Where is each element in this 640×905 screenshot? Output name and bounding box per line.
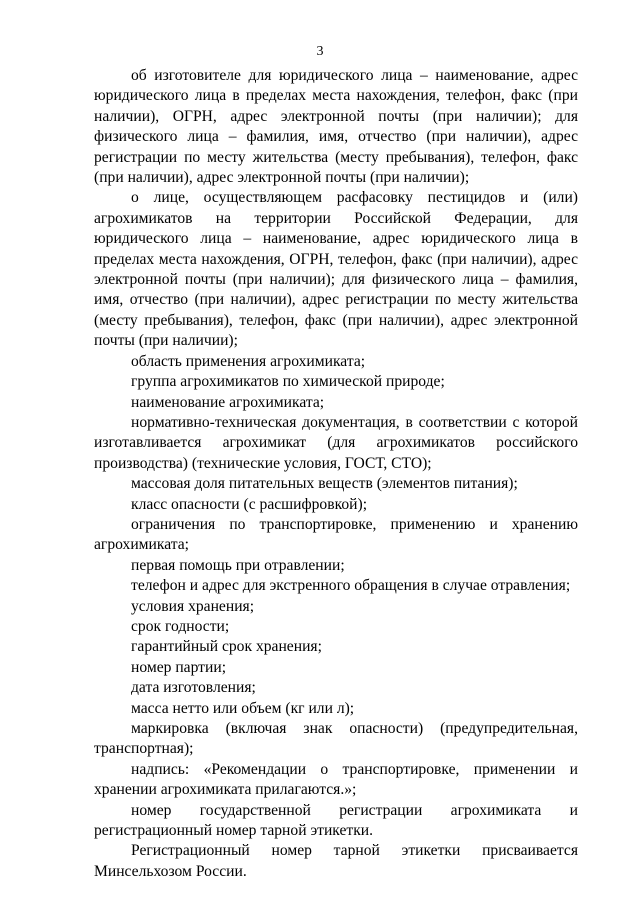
page-number: 3 <box>316 44 324 59</box>
list-item: ограничения по транспортировке, применению и хранению агрохимиката; <box>94 515 578 554</box>
list-item: гарантийный срок хранения; <box>131 638 322 656</box>
list-item: телефон и адрес для экстренного обращения в случае отравления; <box>131 577 571 595</box>
list-item: дата изготовления; <box>131 679 256 697</box>
list-item: срок годности; <box>131 617 230 635</box>
paragraph-packager-info: о лице, осуществляющем расфасовку пестицидов и (или) агрохимикатов на территории Российской Федерации, для юридического лица – наименование, адрес юридического лица в пределах места нахождения, ОГРН, телефон, факс (при наличии), адрес электронной почты (при наличии); для физического лица – фамилия, имя, отчество (при наличии), адрес регистрации по месту жительства (месту пребывания), телефон, факс (при наличии), адрес электронной почты (при наличии); <box>94 189 578 350</box>
list-item: маркировка (включая знак опасности) (предупредительная, транспортная); <box>94 720 578 758</box>
paragraph-registration-note: Регистрационный номер тарной этикетки присваивается Минсельхозом России. <box>94 842 578 880</box>
document-body <box>94 66 578 882</box>
paragraph-manufacturer-info: об изготовителе для юридического лица – наименование, адрес юридического лица в пределах места нахождения, телефон, факс (при наличии), ОГРН, адрес электронной почты (при наличии); для физического лица – фамилия, имя, отчество (при наличии), адрес регистрации по месту жительства (месту пребывания), телефон, факс (при наличии), адрес электронной почты (при наличии); <box>94 67 578 187</box>
list-item: область применения агрохимиката; <box>131 352 366 370</box>
list-item: массовая доля питательных веществ (элементов питания); <box>131 475 518 493</box>
list-item: надпись: «Рекомендации о транспортировке, применении и хранении агрохимиката прилагаются.»; <box>94 760 578 799</box>
list-item: первая помощь при отравлении; <box>131 556 345 574</box>
list-item: класс опасности (с расшифровкой); <box>131 495 368 513</box>
list-item: номер государственной регистрации агрохимиката и регистрационный номер тарной этикетки. <box>94 801 578 840</box>
list-item: нормативно-техническая документация, в соответствии с которой изготавливается агрохимикат (для агрохимикатов российского производства) (технические условия, ГОСТ, СТО); <box>94 413 578 472</box>
list-item: масса нетто или объем (кг или л); <box>131 699 355 717</box>
list-item: условия хранения; <box>131 597 255 615</box>
list-item: группа агрохимикатов по химической природе; <box>131 373 445 391</box>
list-item: номер партии; <box>131 658 227 676</box>
list-item: наименование агрохимиката; <box>131 393 325 411</box>
